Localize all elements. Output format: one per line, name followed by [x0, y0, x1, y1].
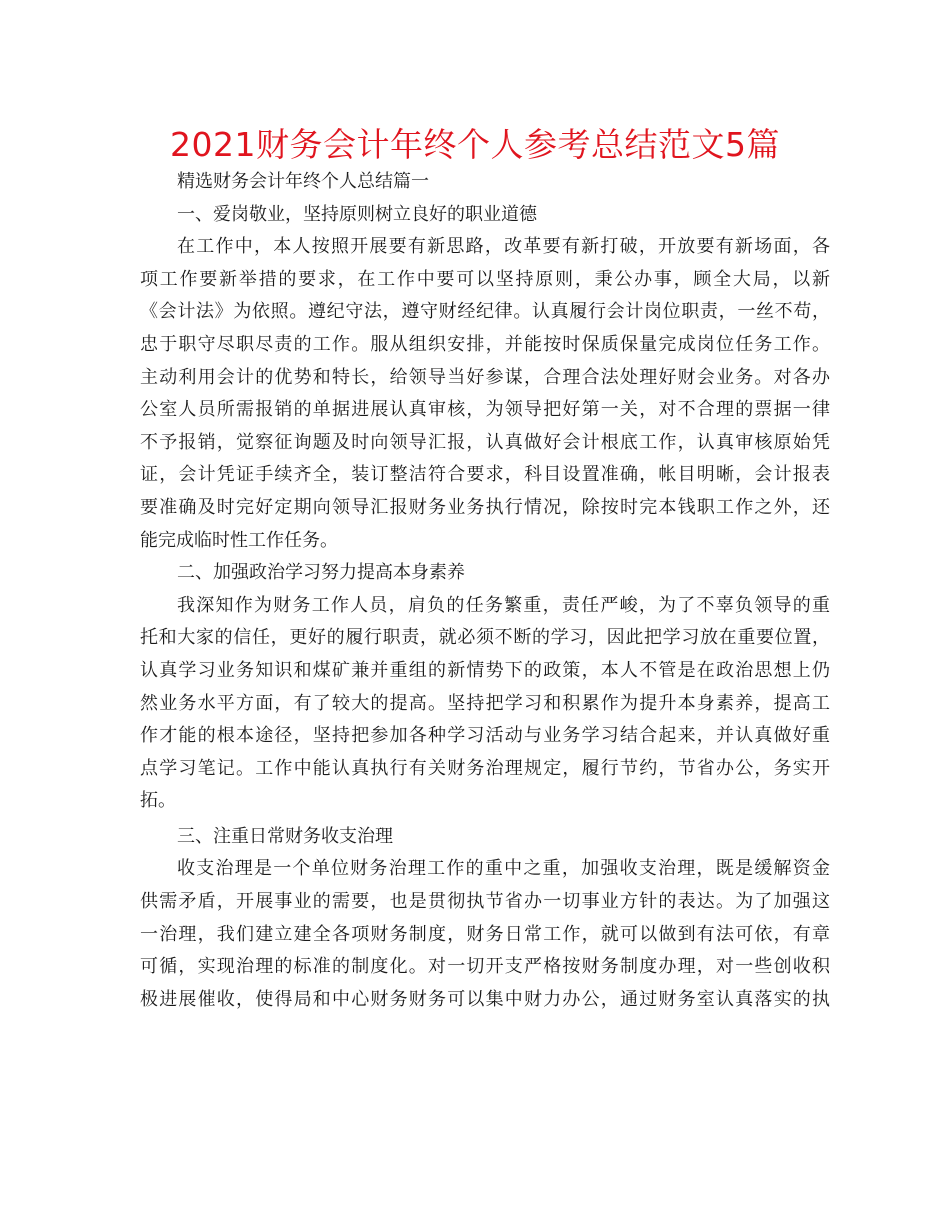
paragraph-line: 拓。 [140, 790, 176, 812]
paragraph-line: 点学习笔记。工作中能认真执行有关财务治理规定，履行节约，节省办公，务实开 [140, 757, 830, 779]
paragraph-line: 证，会计凭证手续齐全，装订整洁符合要求，科目设置准确，帐目明晰，会计报表 [140, 464, 830, 486]
section-heading: 一、爱岗敬业，坚持原则树立良好的职业道德 [177, 203, 537, 225]
paragraph-line: 不予报销，觉察征询题及时向领导汇报，认真做好会计根底工作，认真审核原始凭 [140, 431, 830, 453]
page-title: 2021财务会计年终个人参考总结范文5篇 [170, 125, 780, 164]
paragraph-line: 可循，实现治理的标准的制度化。对一切开支严格按财务制度办理，对一些创收积 [140, 956, 830, 978]
paragraph-line: 我深知作为财务工作人员，肩负的任务繁重，责任严峻，为了不辜负领导的重 [177, 594, 830, 616]
paragraph-line: 在工作中，本人按照开展要有新思路，改革要有新打破，开放要有新场面，各 [177, 236, 830, 258]
paragraph-line: 公室人员所需报销的单据进展认真审核，为领导把好第一关，对不合理的票据一律 [140, 399, 830, 421]
subtitle: 精选财务会计年终个人总结篇一 [177, 171, 429, 192]
document-body [140, 166, 830, 1016]
paragraph-line: 然业务水平方面，有了较大的提高。坚持把学习和积累作为提升本身素养，提高工 [140, 692, 830, 714]
section-heading: 二、加强政治学习努力提高本身素养 [177, 562, 465, 584]
section-heading: 三、注重日常财务收支治理 [177, 825, 393, 847]
paragraph-line: 要准确及时完好定期向领导汇报财务业务执行情况，除按时完本钱职工作之外，还 [140, 496, 830, 518]
paragraph-line: 一治理，我们建立建全各项财务制度，财务日常工作，就可以做到有法可依，有章 [140, 923, 830, 945]
paragraph-line: 能完成临时性工作任务。 [140, 529, 338, 551]
paragraph-line: 《会计法》为依照。遵纪守法，遵守财经纪律。认真履行会计岗位职责，一丝不苟， [140, 301, 830, 323]
paragraph-line: 极进展催收，使得局和中心财务财务可以集中财力办公，通过财务室认真落实的执 [140, 988, 830, 1010]
paragraph-line: 作才能的根本途径，坚持把参加各种学习活动与业务学习结合起来，并认真做好重 [140, 725, 830, 747]
paragraph-line: 托和大家的信任，更好的履行职责，就必须不断的学习，因此把学习放在重要位置， [140, 627, 830, 649]
paragraph-line: 供需矛盾，开展事业的需要，也是贯彻执节省办一切事业方针的表达。为了加强这 [140, 891, 830, 913]
paragraph-line: 主动利用会计的优势和特长，给领导当好参谋，合理合法处理好财会业务。对各办 [140, 366, 830, 388]
paragraph-line: 认真学习业务知识和煤矿兼并重组的新情势下的政策，本人不管是在政治思想上仍 [140, 659, 830, 681]
paragraph-line: 忠于职守尽职尽责的工作。服从组织安排，并能按时保质保量完成岗位任务工作。 [140, 333, 830, 355]
paragraph-line: 收支治理是一个单位财务治理工作的重中之重，加强收支治理，既是缓解资金 [177, 858, 830, 880]
paragraph-line: 项工作要新举措的要求，在工作中要可以坚持原则，秉公办事，顾全大局，以新 [140, 268, 830, 290]
